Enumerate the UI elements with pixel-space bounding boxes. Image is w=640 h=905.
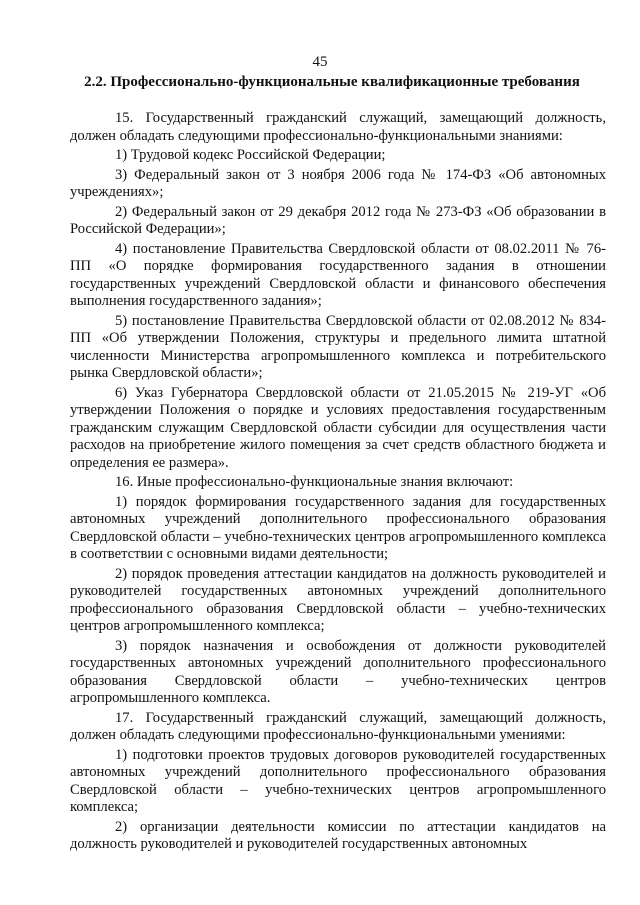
list-item-law-273: 2) Федеральный закон от 29 декабря 2012 года № 273-ФЗ «Об образовании в Российской Федерации»; (70, 203, 606, 237)
list-item-state-task: 1) порядок формирования государственного задания для государственных автономных учреждений дополнительного профессионального образования Свердловской области – учебно-технических центров агропромышленного комплекса в соответствии с основными видами деятельности; (70, 493, 606, 562)
list-item-labor-code: 1) Трудовой кодекс Российской Федерации; (115, 147, 386, 163)
paragraph-15-intro: 15. Государственный гражданский служащий, замещающий должность, должен обладать следующими профессионально-функциональными знаниями: (70, 110, 606, 144)
section-heading: 2.2. Профессионально-функциональные квалификационные требования (84, 74, 580, 90)
list-item-law-174: 3) Федеральный закон от 3 ноября 2006 года № 174-ФЗ «Об автономных учреждениях»; (70, 166, 606, 200)
list-item-attestation: 2) порядок проведения аттестации кандидатов на должность руководителей и руководителей государственных автономных учреждений дополнительного профессионального образования Свердловской области – учебно-технических центров агропромышленного комплекса; (70, 565, 606, 634)
list-item-commission: 2) организации деятельности комиссии по аттестации кандидатов на должность руководителей и руководителей государственных автономных (70, 818, 606, 852)
document-body (70, 110, 606, 856)
list-item-appointment: 3) порядок назначения и освобождения от должности руководителей государственных автономных учреждений дополнительного профессионального образования Свердловской области – учебно-технических центров агропромышленного комплекса. (70, 637, 606, 706)
page-number: 45 (312, 54, 328, 70)
list-item-resolution-76: 4) постановление Правительства Свердловской области от 08.02.2011 № 76-ПП «О порядке формирования государственного задания в отношении государственных учреждений Свердловской области и финансового обеспечения выполнения государственного задания»; (70, 240, 606, 309)
paragraph-16-intro: 16. Иные профессионально-функциональные знания включают: (115, 474, 514, 490)
list-item-labor-contracts: 1) подготовки проектов трудовых договоров руководителей государственных автономных учреждений дополнительного профессионального образования Свердловской области – учебно-технических центров агропромышленного комплекса; (70, 746, 606, 815)
list-item-resolution-834: 5) постановление Правительства Свердловской области от 02.08.2012 № 834-ПП «Об утверждении Положения, структуры и предельного лимита штатной численности Министерства агропромышленного комплекса и потребительского рынка Свердловской области»; (70, 312, 606, 381)
paragraph-17-intro: 17. Государственный гражданский служащий, замещающий должность, должен обладать следующими профессионально-функциональными умениями: (70, 709, 606, 743)
list-item-decree-219: 6) Указ Губернатора Свердловской области от 21.05.2015 № 219-УГ «Об утверждении Положения о порядке и условиях предоставления государственным гражданским служащим Свердловской области субсидии для осуществления части расходов на приобретение жилого помещения за счет средств областного бюджета и определения ее размера». (70, 384, 606, 471)
